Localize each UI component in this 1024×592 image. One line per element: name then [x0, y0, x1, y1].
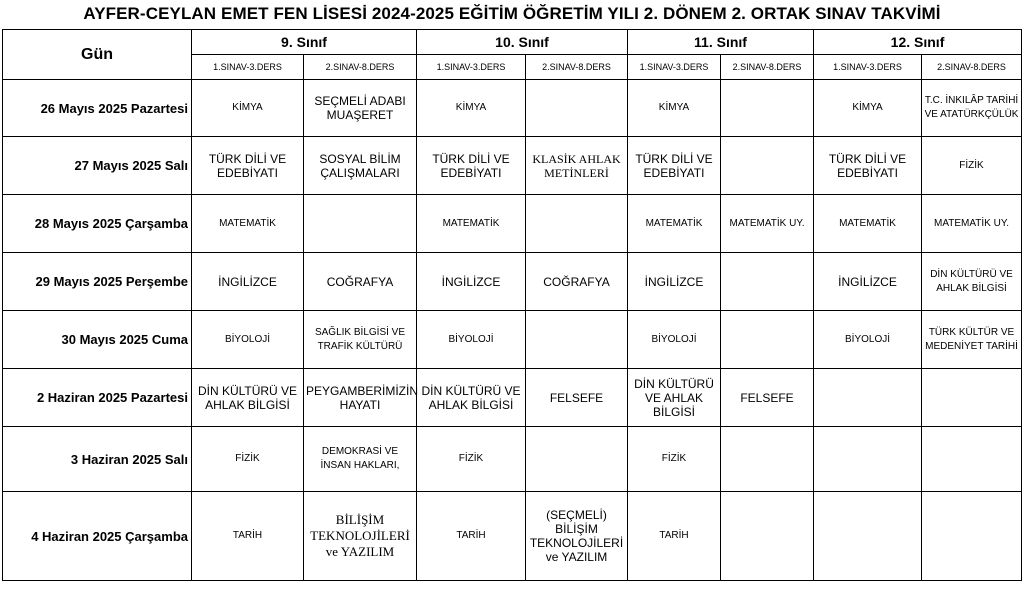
- exam-cell: KİMYA: [628, 80, 721, 137]
- page-title: AYFER-CEYLAN EMET FEN LİSESİ 2024-2025 EĞİTİM ÖĞRETİM YILI 2. DÖNEM 2. ORTAK SINAV TAKVİMİ: [83, 4, 941, 23]
- exam-cell: TÜRK DİLİ VE EDEBİYATI: [814, 137, 922, 195]
- exam-cell: [304, 195, 417, 253]
- table-row: [3, 492, 1022, 581]
- exam-cell: [526, 195, 628, 253]
- exam-cell: TÜRK DİLİ VE EDEBİYATI: [417, 137, 526, 195]
- table-row: [3, 427, 1022, 492]
- exam-cell: İNGİLİZCE: [814, 253, 922, 311]
- day-cell: 30 Mayıs 2025 Cuma: [3, 311, 192, 369]
- grade-header-11: 11. Sınıf: [628, 30, 814, 55]
- exam-cell: [814, 369, 922, 427]
- day-column-header: Gün: [3, 30, 192, 80]
- session-header: 2.SINAV-8.DERS: [526, 55, 628, 80]
- exam-cell: BİYOLOJİ: [628, 311, 721, 369]
- table-row: [3, 369, 1022, 427]
- exam-cell: DİN KÜLTÜRÜ VE AHLAK BİLGİSİ: [628, 369, 721, 427]
- exam-cell: [814, 492, 922, 581]
- grade-header-row: [3, 30, 1022, 55]
- exam-cell: BİYOLOJİ: [814, 311, 922, 369]
- exam-cell: BİYOLOJİ: [192, 311, 304, 369]
- day-cell: 29 Mayıs 2025 Perşembe: [3, 253, 192, 311]
- exam-cell: SAĞLIK BİLGİSİ VE TRAFİK KÜLTÜRÜ: [304, 311, 417, 369]
- table-row: [3, 195, 1022, 253]
- exam-cell: [526, 80, 628, 137]
- exam-cell: FELSEFE: [526, 369, 628, 427]
- exam-cell: [922, 492, 1022, 581]
- exam-cell: T.C. İNKILÂP TARİHİ VE ATATÜRKÇÜLÜK: [922, 80, 1022, 137]
- session-header: 1.SINAV-3.DERS: [628, 55, 721, 80]
- exam-cell: BİLİŞİM TEKNOLOJİLERİ ve YAZILIM: [304, 492, 417, 581]
- grade-header-12: 12. Sınıf: [814, 30, 1022, 55]
- day-cell: 3 Haziran 2025 Salı: [3, 427, 192, 492]
- exam-cell: FİZİK: [628, 427, 721, 492]
- exam-cell: TÜRK DİLİ VE EDEBİYATI: [192, 137, 304, 195]
- exam-cell: [721, 427, 814, 492]
- exam-cell: (SEÇMELİ) BİLİŞİM TEKNOLOJİLERİ ve YAZILIM: [526, 492, 628, 581]
- day-cell: 2 Haziran 2025 Pazartesi: [3, 369, 192, 427]
- exam-cell: [721, 492, 814, 581]
- table-row: [3, 137, 1022, 195]
- session-header: 2.SINAV-8.DERS: [922, 55, 1022, 80]
- exam-cell: İNGİLİZCE: [417, 253, 526, 311]
- exam-cell: BİYOLOJİ: [417, 311, 526, 369]
- exam-cell: FİZİK: [192, 427, 304, 492]
- table-row: [3, 80, 1022, 137]
- grade-header-9: 9. Sınıf: [192, 30, 417, 55]
- exam-cell: MATEMATİK: [192, 195, 304, 253]
- exam-cell: DİN KÜLTÜRÜ VE AHLAK BİLGİSİ: [192, 369, 304, 427]
- session-header: 2.SINAV-8.DERS: [721, 55, 814, 80]
- exam-cell: FİZİK: [417, 427, 526, 492]
- exam-cell: [922, 369, 1022, 427]
- session-header: 1.SINAV-3.DERS: [192, 55, 304, 80]
- exam-cell: COĞRAFYA: [526, 253, 628, 311]
- exam-cell: [721, 311, 814, 369]
- exam-cell: TÜRK KÜLTÜR VE MEDENİYET TARİHİ: [922, 311, 1022, 369]
- exam-cell: DİN KÜLTÜRÜ VE AHLAK BİLGİSİ: [417, 369, 526, 427]
- exam-cell: [721, 80, 814, 137]
- exam-cell: TARİH: [192, 492, 304, 581]
- table-row: [3, 253, 1022, 311]
- exam-cell: TARİH: [628, 492, 721, 581]
- exam-cell: FİZİK: [922, 137, 1022, 195]
- table-row: [3, 311, 1022, 369]
- session-header: 1.SINAV-3.DERS: [814, 55, 922, 80]
- exam-cell: KİMYA: [417, 80, 526, 137]
- exam-cell: DİN KÜLTÜRÜ VE AHLAK BİLGİSİ: [922, 253, 1022, 311]
- exam-cell: İNGİLİZCE: [192, 253, 304, 311]
- exam-cell: PEYGAMBERİMİZİN HAYATI: [304, 369, 417, 427]
- exam-cell: [721, 137, 814, 195]
- exam-cell: SEÇMELİ ADABI MUAŞERET: [304, 80, 417, 137]
- exam-cell: DEMOKRASİ VE İNSAN HAKLARI,: [304, 427, 417, 492]
- exam-cell: TARİH: [417, 492, 526, 581]
- exam-cell: MATEMATİK UY.: [721, 195, 814, 253]
- day-cell: 27 Mayıs 2025 Salı: [3, 137, 192, 195]
- day-cell: 4 Haziran 2025 Çarşamba: [3, 492, 192, 581]
- exam-cell: FELSEFE: [721, 369, 814, 427]
- exam-cell: [814, 427, 922, 492]
- exam-schedule-table: [2, 29, 1022, 581]
- exam-cell: TÜRK DİLİ VE EDEBİYATI: [628, 137, 721, 195]
- exam-cell: [526, 427, 628, 492]
- exam-cell: KİMYA: [814, 80, 922, 137]
- exam-cell: MATEMATİK: [814, 195, 922, 253]
- exam-cell: MATEMATİK: [628, 195, 721, 253]
- day-cell: 28 Mayıs 2025 Çarşamba: [3, 195, 192, 253]
- session-header: 2.SINAV-8.DERS: [304, 55, 417, 80]
- exam-cell: [721, 253, 814, 311]
- exam-cell: KLASİK AHLAK METİNLERİ: [526, 137, 628, 195]
- exam-cell: MATEMATİK UY.: [922, 195, 1022, 253]
- exam-cell: [922, 427, 1022, 492]
- exam-cell: SOSYAL BİLİM ÇALIŞMALARI: [304, 137, 417, 195]
- exam-cell: [526, 311, 628, 369]
- day-cell: 26 Mayıs 2025 Pazartesi: [3, 80, 192, 137]
- exam-cell: KİMYA: [192, 80, 304, 137]
- exam-cell: MATEMATİK: [417, 195, 526, 253]
- exam-cell: İNGİLİZCE: [628, 253, 721, 311]
- session-header: 1.SINAV-3.DERS: [417, 55, 526, 80]
- exam-cell: COĞRAFYA: [304, 253, 417, 311]
- grade-header-10: 10. Sınıf: [417, 30, 628, 55]
